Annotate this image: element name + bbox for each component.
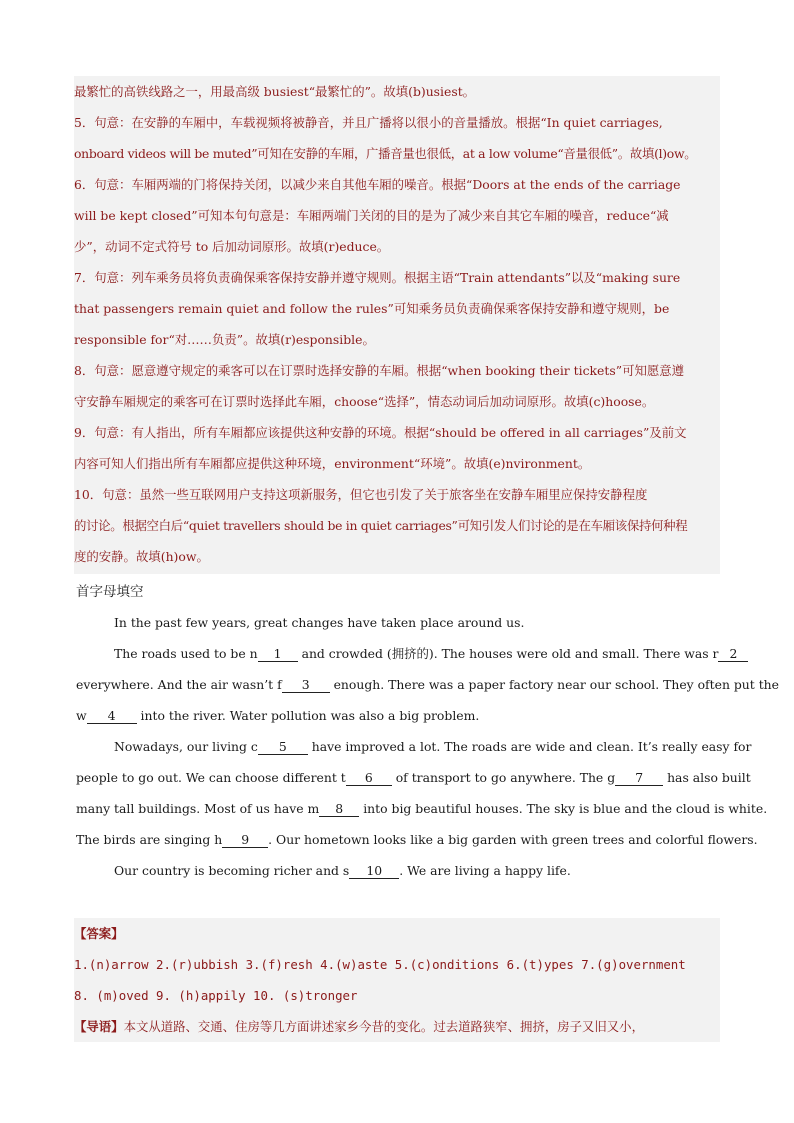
explanation-line: 少”，动词不定式符号 to 后加动词原形。故填(r)educe。: [74, 239, 390, 254]
explanation-line: 度的安静。故填(h)ow。: [74, 549, 209, 564]
passage-line: [76, 638, 754, 669]
explanation-line: onboard videos will be muted”可知在安静的车厢，广播音量也很低，at a low volume“音量很低”。故填(l)ow。: [74, 146, 697, 161]
passage-line: [76, 700, 716, 731]
explanation-line: 的讨论。根据空白后“quiet travellers should be in quiet carriages”可知引发人们讨论的是在车厢该保持何种程: [74, 518, 688, 533]
blank-5[interactable]: 5: [258, 739, 308, 755]
guide-row: [74, 1011, 720, 1042]
passage-text: . We are living a happy life.: [399, 863, 571, 878]
explanation-line: 最繁忙的高铁线路之一，用最高级 busiest“最繁忙的”。故填(b)usiest。: [74, 84, 476, 99]
blank-8[interactable]: 8: [319, 801, 359, 817]
explanation-line: 5．句意：在安静的车厢中，车载视频将被静音，并且广播将以很小的音量播放。根据“In quiet carriages,: [74, 115, 663, 130]
blank-3[interactable]: 3: [282, 677, 330, 693]
guide-label: 【导语】: [74, 1019, 124, 1034]
passage-line: [76, 762, 751, 793]
passage-text: enough. There was a paper factory near our school. They often put the: [329, 677, 779, 692]
section-title: 首字母填空: [76, 584, 144, 600]
answer-row-1: 1.(n)arrow 2.(r)ubbish 3.(f)resh 4.(w)aste 5.(c)onditions 6.(t)ypes 7.(g)overnment: [74, 957, 686, 972]
passage-line: [76, 793, 768, 824]
passage-text: The roads used to be n: [114, 646, 258, 661]
blank-10[interactable]: 10: [349, 863, 399, 879]
explanation-line: 10．句意：虽然一些互联网用户支持这项新服务，但它也引发了关于旅客坐在安静车厢里应保持安静程度: [74, 487, 648, 502]
passage-text: Nowadays, our living c: [114, 739, 258, 754]
explanation-line: 9．句意：有人指出，所有车厢都应该提供这种安静的环境。根据“should be offered in all carriages”及前文: [74, 425, 687, 440]
passage-text: into the river. Water pollution was also a big problem.: [136, 708, 480, 723]
explanation-line: 6．句意：车厢两端的门将保持关闭，以减少来自其他车厢的噪音。根据“Doors at the ends of the carriage: [74, 177, 681, 192]
passage-text: has also built: [663, 770, 751, 785]
passage-text: people to go out. We can choose different t: [76, 770, 346, 785]
passage-line: [76, 731, 754, 762]
answer-row-2: 8. (m)oved 9. (h)appily 10. (s)tronger: [74, 988, 358, 1003]
explanation-line: responsible for“对……负责”。故填(r)esponsible。: [74, 332, 375, 347]
blank-6[interactable]: 6: [346, 770, 392, 786]
passage-paragraph-1: In the past few years, great changes have taken place around us.: [114, 615, 525, 630]
passage-text: . Our hometown looks like a big garden with green trees and colorful flowers.: [268, 832, 758, 847]
passage-text: have improved a lot. The roads are wide and clean. It’s really easy for: [307, 739, 752, 754]
passage-line: [76, 669, 779, 700]
explanation-line: 7．句意：列车乘务员将负责确保乘客保持安静并遵守规则。根据主语“Train attendants”以及“making sure: [74, 270, 681, 285]
passage-text: into big beautiful houses. The sky is blue and the cloud is white.: [359, 801, 768, 816]
explanation-line: 守安静车厢规定的乘客可在订票时选择此车厢，choose“选择”，情态动词后加动词原形。故填(c)hoose。: [74, 394, 655, 409]
passage-text: of transport to go anywhere. The g: [391, 770, 616, 785]
explanation-line: 8．句意：愿意遵守规定的乘客可以在订票时选择安静的车厢。根据“when booking their tickets”可知愿意遵: [74, 363, 685, 378]
blank-4[interactable]: 4: [87, 708, 137, 724]
passage-text: Our country is becoming richer and s: [114, 863, 350, 878]
blank-1[interactable]: 1: [258, 646, 298, 662]
explanation-line: 内容可知人们指出所有车厢都应提供这种环境，environment“环境”。故填(e)nvironment。: [74, 456, 591, 471]
passage-text: The birds are singing h: [76, 832, 223, 847]
passage-text: and crowded (拥挤的). The houses were old and small. There was r: [297, 646, 719, 661]
answer-label: 【答案】: [74, 926, 124, 941]
passage-text: many tall buildings. Most of us have m: [76, 801, 320, 816]
explanation-block: [74, 76, 720, 574]
explanation-line: that passengers remain quiet and follow the rules”可知乘务员负责确保乘客保持安静和遵守规则，be: [74, 301, 670, 316]
blank-9[interactable]: 9: [222, 832, 268, 848]
blank-2[interactable]: 2: [718, 646, 748, 662]
blank-7[interactable]: 7: [615, 770, 663, 786]
passage-line: [76, 824, 758, 855]
passage-text: everywhere. And the air wasn’t f: [76, 677, 282, 692]
passage-text: w: [76, 708, 87, 723]
passage-line: [76, 855, 754, 886]
explanation-line: will be kept closed”可知本句句意是：车厢两端门关闭的目的是为了减少来自其它车厢的噪音，reduce“减: [74, 208, 669, 223]
guide-text: 本文从道路、交通、住房等几方面讲述家乡今昔的变化。过去道路狭窄、拥挤，房子又旧又小，: [123, 1019, 644, 1034]
answer-block: [74, 918, 720, 1042]
